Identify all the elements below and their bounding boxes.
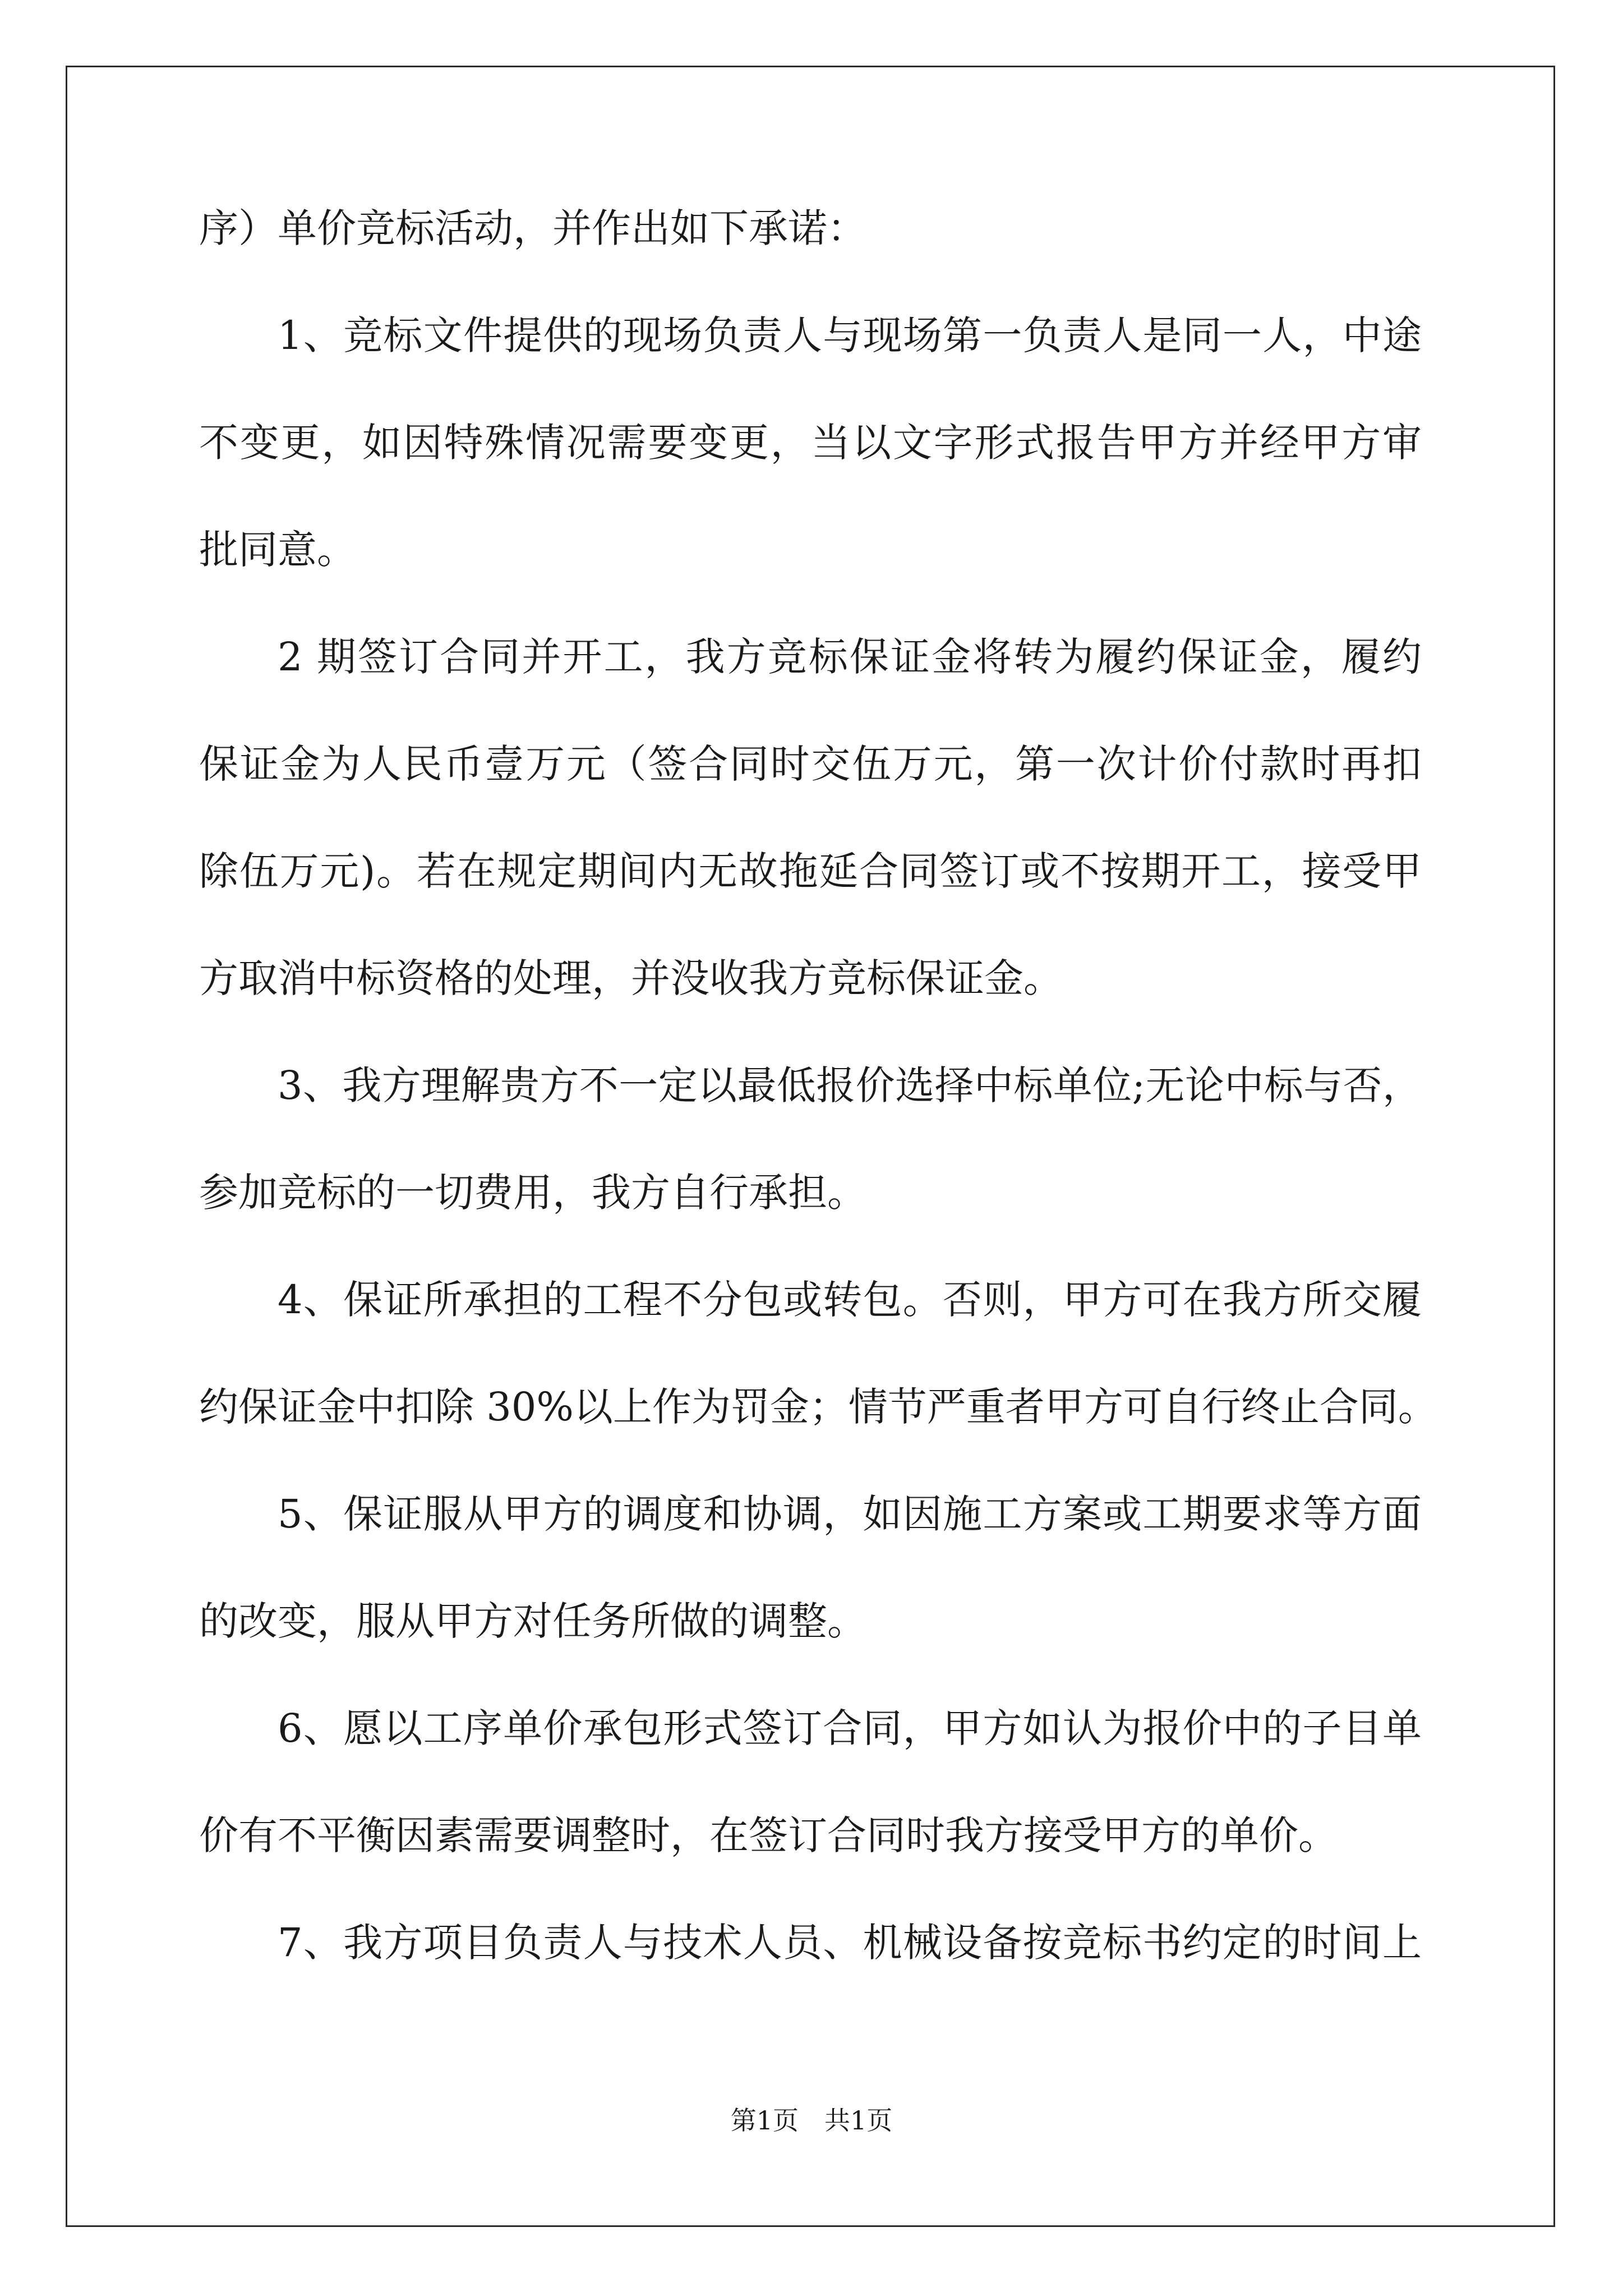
text-line-5: 2 期签订合同并开工，我方竞标保证金将转为履约保证金，履约 <box>278 634 1422 680</box>
page-number-footer: 第1页 共1页 <box>730 2105 893 2136</box>
text-line-13: 5、保证服从甲方的调度和协调，如因施工方案或工期要求等方面 <box>278 1491 1422 1537</box>
text-line-4: 批同意。 <box>199 527 356 573</box>
text-line-12: 约保证金中扣除 30%以上作为罚金；情节严重者甲方可自行终止合同。 <box>199 1384 1437 1430</box>
text-line-9: 3、我方理解贵方不一定以最低报价选择中标单位;无论中标与否， <box>278 1062 1422 1108</box>
text-line-7: 除伍万元)。若在规定期间内无故拖延合同签订或不按期开工，接受甲 <box>199 848 1422 894</box>
text-line-17: 7、我方项目负责人与技术人员、机械设备按竞标书约定的时间上 <box>278 1920 1422 1966</box>
text-line-8: 方取消中标资格的处理，并没收我方竞标保证金。 <box>199 955 1063 1001</box>
text-line-16: 价有不平衡因素需要调整时，在签订合同时我方接受甲方的单价。 <box>199 1812 1338 1858</box>
text-line-11: 4、保证所承担的工程不分包或转包。否则，甲方可在我方所交履 <box>278 1277 1422 1323</box>
text-line-3: 不变更，如因特殊情况需要变更，当以文字形式报告甲方并经甲方审 <box>199 420 1422 466</box>
text-line-2: 1、竞标文件提供的现场负责人与现场第一负责人是同一人，中途 <box>278 312 1422 358</box>
text-line-10: 参加竞标的一切费用，我方自行承担。 <box>199 1170 866 1216</box>
text-line-1: 序）单价竞标活动，并作出如下承诺： <box>199 205 866 251</box>
text-line-6: 保证金为人民币壹万元（签合同时交伍万元，第一次计价付款时再扣 <box>199 741 1422 787</box>
page-border <box>66 66 1555 2227</box>
text-line-15: 6、愿以工序单价承包形式签订合同，甲方如认为报价中的子目单 <box>278 1705 1422 1751</box>
text-line-14: 的改变，服从甲方对任务所做的调整。 <box>199 1598 866 1644</box>
